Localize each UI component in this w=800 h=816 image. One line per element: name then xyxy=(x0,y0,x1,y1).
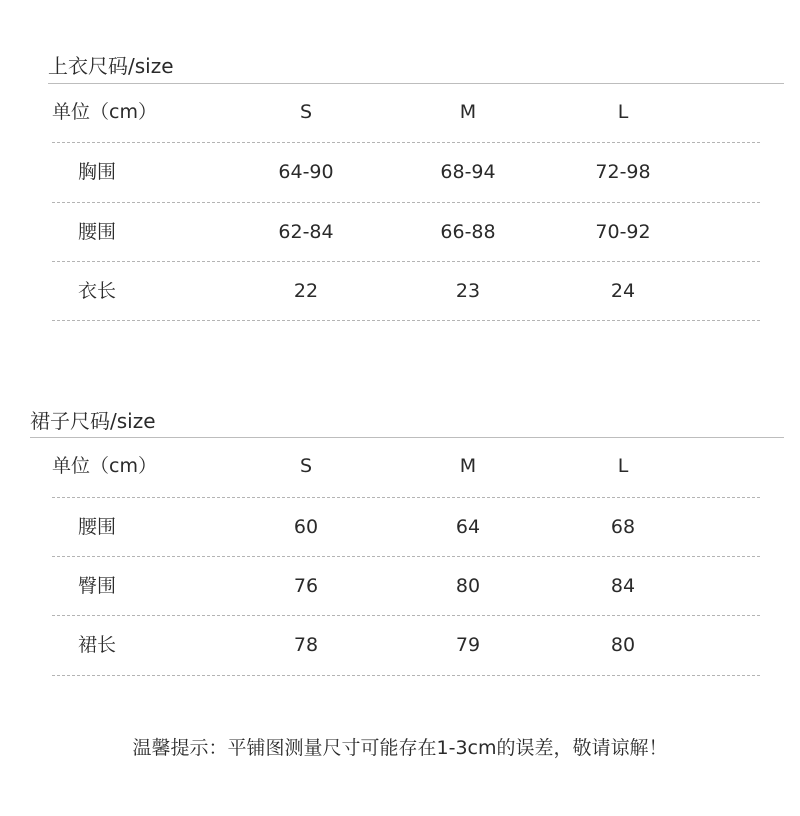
skirt-table-row-waist xyxy=(0,507,800,547)
measurement-note: 温馨提示：平铺图测量尺寸可能存在1-3cm的误差，敬请谅解！ xyxy=(132,737,668,759)
top-table-cell-s: 62-84 xyxy=(278,221,334,243)
skirt-table-title-rule xyxy=(30,437,784,438)
top-table-row-label: 胸围 xyxy=(78,161,117,183)
top-table-divider xyxy=(52,261,760,262)
skirt-table-row-label: 臀围 xyxy=(78,575,117,597)
top-table-row-label: 腰围 xyxy=(78,221,117,243)
skirt-table-cell-l: 84 xyxy=(610,575,636,597)
top-table-row-waist xyxy=(0,212,800,252)
top-table-title: 上衣尺码/size xyxy=(48,54,174,78)
skirt-table-row-label: 腰围 xyxy=(78,516,117,538)
top-table-title-rule xyxy=(48,83,784,84)
skirt-table-row-hip xyxy=(0,566,800,606)
top-table-cell-s: 22 xyxy=(293,280,319,302)
skirt-table-cell-m: 79 xyxy=(455,634,481,656)
skirt-table-divider xyxy=(52,615,760,616)
top-table-divider xyxy=(52,142,760,143)
top-table-row-chest xyxy=(0,152,800,192)
skirt-table-header-row xyxy=(0,446,800,486)
top-table-header-m: M xyxy=(459,101,477,123)
skirt-table-divider xyxy=(52,497,760,498)
top-table-cell-s: 64-90 xyxy=(278,161,334,183)
skirt-table-row-label: 裙长 xyxy=(78,634,117,656)
skirt-table-unit-header: 单位（cm） xyxy=(52,455,157,477)
top-table-header-row xyxy=(0,92,800,132)
skirt-table-title: 裙子尺码/size xyxy=(30,409,156,433)
skirt-table-row-length xyxy=(0,625,800,665)
skirt-table-header-s: S xyxy=(299,455,313,477)
skirt-table-cell-s: 78 xyxy=(293,634,319,656)
top-table-divider xyxy=(52,202,760,203)
skirt-table-divider xyxy=(52,556,760,557)
top-table-cell-m: 68-94 xyxy=(440,161,496,183)
top-table-row-length xyxy=(0,271,800,311)
top-table-cell-l: 70-92 xyxy=(595,221,651,243)
top-table-cell-l: 24 xyxy=(610,280,636,302)
top-table-divider xyxy=(52,320,760,321)
top-table-unit-header: 单位（cm） xyxy=(52,101,157,123)
top-table-header-s: S xyxy=(299,101,313,123)
skirt-table-cell-s: 76 xyxy=(293,575,319,597)
skirt-table-cell-m: 64 xyxy=(455,516,481,538)
skirt-table-cell-l: 68 xyxy=(610,516,636,538)
top-table-cell-m: 23 xyxy=(455,280,481,302)
top-table-cell-m: 66-88 xyxy=(440,221,496,243)
skirt-table-cell-m: 80 xyxy=(455,575,481,597)
skirt-table-divider xyxy=(52,675,760,676)
skirt-table-header-m: M xyxy=(459,455,477,477)
skirt-table-cell-l: 80 xyxy=(610,634,636,656)
top-table-header-l: L xyxy=(617,101,629,123)
skirt-table-cell-s: 60 xyxy=(293,516,319,538)
top-table-row-label: 衣长 xyxy=(78,280,117,302)
top-table-cell-l: 72-98 xyxy=(595,161,651,183)
skirt-table-header-l: L xyxy=(617,455,629,477)
